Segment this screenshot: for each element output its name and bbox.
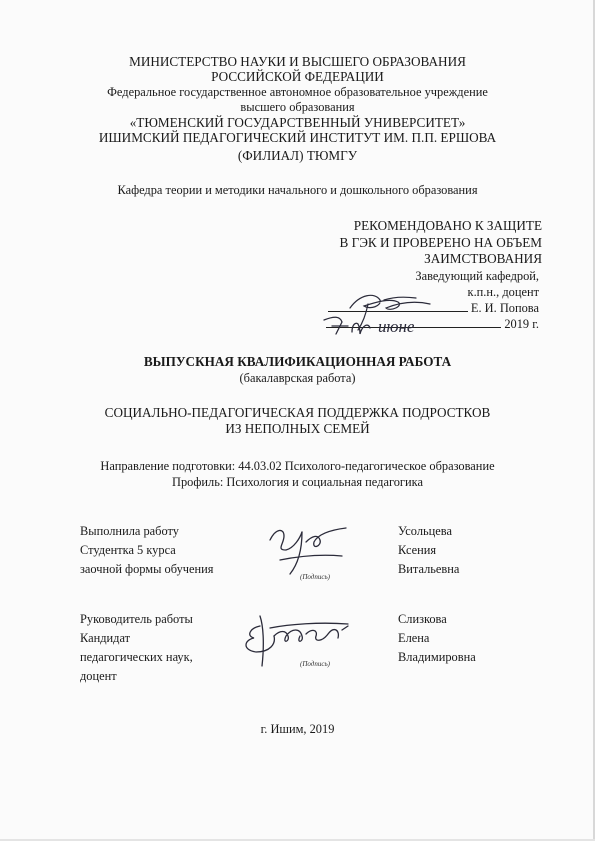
supervisor-role-line-3: педагогических наук, [80, 650, 193, 664]
university-block [0, 115, 595, 164]
footer [0, 721, 595, 737]
work-type-block [0, 354, 595, 386]
student-role-line-2: Студентка 5 курса [80, 543, 176, 557]
institution-type-block [0, 85, 595, 114]
student-surname: Усольцева [398, 524, 452, 538]
supervisor-name [398, 610, 476, 667]
approval-position: Заведующий кафедрой, [415, 269, 539, 283]
direction-block [0, 458, 595, 490]
approval-name: Е. И. Попова [470, 301, 539, 315]
approval-line-3: ЗАИМСТВОВАНИЯ [424, 251, 542, 266]
student-signature-caption: (Подпись) [300, 573, 330, 581]
supervisor-role-line-4: доцент [80, 669, 117, 683]
student-name [398, 522, 459, 579]
work-subtype: (бакалаврская работа) [239, 371, 356, 385]
supervisor-role [80, 610, 193, 686]
work-title-line-1: СОЦИАЛЬНО-ПЕДАГОГИЧЕСКАЯ ПОДДЕРЖКА ПОДРОСТКОВ [104, 405, 491, 420]
institute-line-1: ИШИМСКИЙ ПЕДАГОГИЧЕСКИЙ ИНСТИТУТ ИМ. П.П. ЕРШОВА [98, 130, 497, 145]
approval-line-2: В ГЭК И ПРОВЕРЕНО НА ОБЪЕМ [339, 234, 542, 250]
work-title-block [0, 405, 595, 437]
student-role [80, 522, 213, 579]
approval-degree: к.п.н., доцент [467, 285, 539, 299]
student-signature-image [250, 520, 370, 580]
student-role-line-3: заочной формы обучения [80, 562, 214, 576]
work-title-line-2: ИЗ НЕПОЛНЫХ СЕМЕЙ [225, 421, 370, 436]
place-year: г. Ишим, 2019 [260, 722, 335, 736]
ministry-line-2: РОССИЙСКОЙ ФЕДЕРАЦИИ [211, 69, 384, 84]
student-patronymic: Витальевна [398, 562, 460, 576]
header-block [0, 54, 595, 84]
student-first-name: Ксения [398, 543, 437, 557]
institution-type-line-2: высшего образования [240, 99, 355, 114]
student-role-line-1: Выполнила работу [80, 524, 179, 538]
handwritten-date [318, 310, 498, 340]
approval-block [340, 218, 543, 268]
supervisor-first-name: Елена [398, 631, 430, 645]
department-label: Кафедра теории и методики начального и дошкольного образования [117, 183, 478, 197]
approval-line-1: РЕКОМЕНДОВАНО К ЗАЩИТЕ [353, 218, 542, 233]
university-name: «ТЮМЕНСКИЙ ГОСУДАРСТВЕННЫЙ УНИВЕРСИТЕТ» [129, 115, 466, 130]
supervisor-surname: Слизкова [398, 612, 447, 626]
department [0, 183, 595, 198]
approval-year: 2019 г. [504, 317, 539, 331]
supervisor-signature-caption: (Подпись) [300, 660, 330, 668]
supervisor-role-line-2: Кандидат [80, 631, 131, 645]
supervisor-role-line-1: Руководитель работы [80, 612, 193, 626]
supervisor-patronymic: Владимировна [398, 650, 476, 664]
direction: Направление подготовки: 44.03.02 Психолого-педагогическое образование [100, 459, 495, 473]
supervisor-signature-image [230, 608, 370, 668]
handwritten-month: июне [378, 317, 415, 336]
institution-type-line-1: Федеральное государственное автономное образовательное учреждение [107, 85, 488, 99]
ministry-line-1: МИНИСТЕРСТВО НАУКИ И ВЫСШЕГО ОБРАЗОВАНИЯ [129, 54, 466, 69]
institute-line-2: (ФИЛИАЛ) ТЮМГУ [237, 147, 358, 163]
work-type: ВЫПУСКНАЯ КВАЛИФИКАЦИОННАЯ РАБОТА [143, 354, 452, 369]
profile: Профиль: Психология и социальная педагогика [172, 475, 423, 489]
